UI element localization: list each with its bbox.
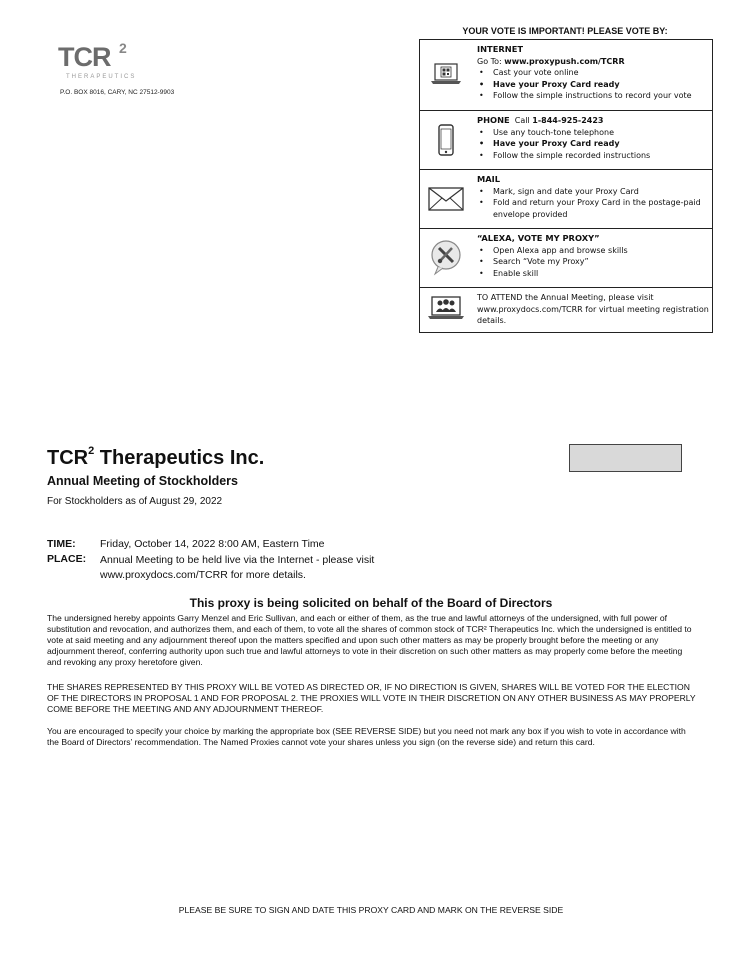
vote-phone-section [420, 110, 712, 169]
phone-icon [426, 121, 466, 161]
list-item: • Fold and return your Proxy Card in the postage-paid envelope provided [477, 197, 709, 220]
alexa-text [477, 233, 709, 279]
logo-superscript: 2 [119, 40, 127, 56]
internet-text [477, 44, 709, 102]
list-item: • Mark, sign and date your Proxy Card [477, 186, 709, 198]
return-address: P.O. BOX 8016, CARY, NC 27512-9903 [60, 89, 175, 96]
list-item: • Search “Vote my Proxy” [477, 256, 709, 268]
instructions-paragraph: You are encouraged to specify your choice by marking the appropriate box (SEE REVERSE SIDE) but you need not mark any box if you wish to vote in accordance with the Board of Directors’ recommendation. The Named Proxies cannot vote your shares unless you sign (on the reverse side) and return this card. [47, 726, 686, 747]
phone-number[interactable]: 1-844-925-2423 [532, 116, 604, 125]
list-item: • Have your Proxy Card ready [477, 79, 709, 91]
list-item: • Have your Proxy Card ready [477, 138, 709, 150]
logo-subtext: THERAPEUTICS [66, 74, 137, 80]
attend-meeting-section [420, 287, 712, 332]
company-logo [58, 42, 168, 86]
logo-text: TCR [58, 42, 111, 72]
list-item: • Follow the simple recorded instructions [477, 150, 709, 162]
list-item: • Cast your vote online [477, 67, 709, 79]
mail-title: MAIL [477, 174, 501, 184]
phone-header: PHONE Call 1-844-925-2423 [477, 115, 604, 125]
footer-note: PLEASE BE SURE TO SIGN AND DATE THIS PROXY CARD AND MARK ON THE REVERSE SIDE [178, 905, 564, 915]
virtual-meeting-icon [426, 290, 466, 330]
solicitation-heading: This proxy is being solicited on behalf of the Board of Directors [189, 596, 553, 610]
record-date: For Stockholders as of August 29, 2022 [47, 496, 223, 507]
vote-internet-section [420, 40, 712, 110]
envelope-icon [426, 180, 466, 220]
meeting-title: Annual Meeting of Stockholders [47, 474, 238, 488]
attend-text: TO ATTEND the Annual Meeting, please visit www.proxydocs.com/TCRR for virtual meeting registration details. [477, 293, 709, 325]
vote-alexa-section [420, 228, 712, 287]
list-item: • Enable skill [477, 268, 709, 280]
time-value: Friday, October 14, 2022 8:00 AM, Eastern Time [100, 538, 325, 550]
voting-direction-paragraph: THE SHARES REPRESENTED BY THIS PROXY WILL BE VOTED AS DIRECTED OR, IF NO DIRECTION IS GIVEN, SHARES WILL BE VOTED FOR THE ELECTION OF THE DIRECTORS IN PROPOSAL 1 AND FOR PROPOSAL 2. THE PROXIES WILL VOTE IN THEIR DISCRETION ON ANY OTHER BUSINESS AS MAY PROPERLY COME BEFORE THE MEETING AND ANY ADJOURNMENT THEREOF. [47, 682, 696, 714]
place-label: PLACE: [47, 553, 87, 565]
company-name: TCR$^2$ Therapeutics Inc. [47, 445, 265, 469]
list-item: • Follow the simple instructions to record your vote [477, 90, 709, 102]
list-item: • Use any touch-tone telephone [477, 127, 709, 139]
alexa-icon [426, 237, 466, 277]
phone-title: PHONE [477, 115, 510, 125]
time-label: TIME: [47, 538, 76, 550]
vote-methods-box [419, 39, 713, 333]
list-item: • Open Alexa app and browse skills [477, 245, 709, 257]
vote-mail-section [420, 169, 712, 228]
control-number-box [569, 444, 682, 472]
internet-goto: Go To: www.proxypush.com/TCRR [477, 56, 625, 66]
phone-text [477, 115, 709, 161]
internet-url[interactable]: www.proxypush.com/TCRR [504, 56, 625, 66]
laptop-qr-icon [426, 58, 466, 98]
internet-title: INTERNET [477, 44, 524, 54]
alexa-title: “ALEXA, VOTE MY PROXY” [477, 233, 600, 243]
mail-text [477, 174, 709, 220]
vote-heading: YOUR VOTE IS IMPORTANT! PLEASE VOTE BY: [462, 26, 668, 36]
appointment-paragraph: The undersigned hereby appoints Garry Menzel and Eric Sullivan, and each or either of them, as the true and lawful attorneys of the undersigned, with full power of substitution and revocation, and authorizes them, and each of them, to vote all the shares of common stock of TCR² Therapeutics Inc. which the undersigned is entitled to vote at said meeting and any adjournment thereof upon the matters specified and upon such other matters as may be properly brought before the meeting or any adjournment thereof, conferring authority upon such true and lawful attorneys to vote in their discretion on such other matters as may properly come before the meeting and revoking any proxy heretofore given. [47, 613, 692, 667]
place-value: Annual Meeting to be held live via the Internet - please visit www.proxydocs.com/TCRR for more details. [100, 554, 375, 581]
